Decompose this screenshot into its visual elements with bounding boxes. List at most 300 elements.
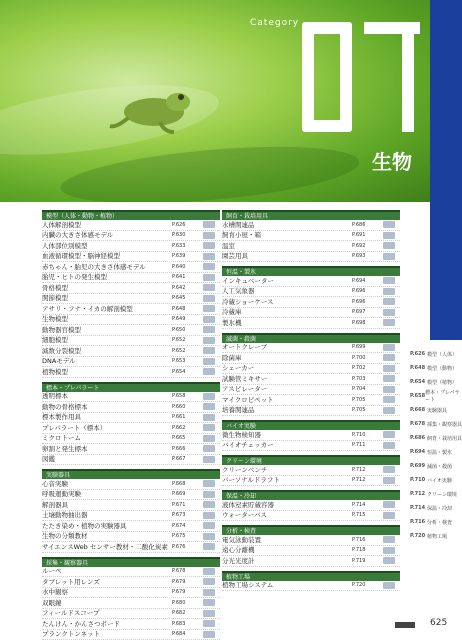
item-page: P.639 (172, 253, 186, 260)
list-item[interactable] (222, 385, 400, 396)
list-item[interactable] (222, 581, 400, 592)
item-thumbnail (198, 220, 220, 229)
list-item[interactable] (222, 343, 400, 354)
list-item[interactable] (222, 465, 400, 476)
item-name: 減数分裂模型 (42, 346, 81, 355)
list-item[interactable] (42, 315, 220, 326)
list-item[interactable] (222, 287, 400, 298)
item-name: 呼吸運動実験 (42, 490, 81, 499)
list-item[interactable] (42, 220, 220, 231)
item-thumbnail (198, 630, 220, 639)
list-item[interactable] (222, 231, 400, 242)
list-item[interactable] (42, 511, 220, 522)
item-thumbnail (198, 577, 220, 586)
item-name: 培養関連品 (222, 406, 255, 415)
item-name: 動物の骨格標本 (42, 402, 88, 411)
section-title: 恒温・製氷 (222, 266, 400, 276)
item-name: 細胞模型 (42, 336, 68, 345)
category-tab-bar (430, 0, 462, 644)
list-item[interactable] (42, 434, 220, 445)
item-page: P.711 (352, 442, 366, 449)
index-page: P.720 (410, 533, 426, 539)
list-item[interactable] (42, 304, 220, 315)
item-thumbnail (378, 353, 400, 362)
item-thumbnail (198, 357, 220, 366)
item-thumbnail (198, 588, 220, 597)
list-item[interactable] (42, 588, 220, 599)
item-name: 骨格模型 (42, 283, 68, 292)
item-page: P.702 (352, 365, 366, 372)
item-name: マイクロピペット (222, 395, 274, 404)
item-name: 標本製作用具 (42, 413, 81, 422)
index-label: 採集・観察器具 (427, 421, 462, 428)
item-page: P.652 (172, 337, 186, 344)
item-name: 飼育小屋・箱 (222, 231, 261, 240)
index-item[interactable] (410, 404, 462, 416)
item-name: 微生物検知器 (222, 430, 261, 439)
item-page: P.703 (352, 375, 366, 382)
item-thumbnail (378, 287, 400, 296)
item-name: 透明標本 (42, 392, 68, 401)
item-name: サイエンスWeb センサー教材・二酸化炭素 (42, 542, 168, 551)
item-page: P.650 (172, 326, 186, 333)
hero-image (0, 0, 430, 202)
item-name: ウォーターバス (222, 511, 267, 520)
item-name: タブレット用レンズ (42, 577, 100, 586)
item-name: 除菌庫 (222, 353, 242, 362)
item-name: 植物工場システム (222, 581, 274, 590)
item-page: P.716 (352, 536, 366, 543)
item-page: P.679 (172, 589, 186, 596)
item-name: たんけん・かんさつボード (42, 619, 120, 628)
item-name: 生物模型 (42, 315, 68, 324)
section (222, 525, 400, 567)
section-title: 保温・冷却 (222, 490, 400, 500)
list-item[interactable] (42, 336, 220, 347)
list-item[interactable] (42, 273, 220, 284)
item-page: P.696 (352, 288, 366, 295)
item-thumbnail (198, 231, 220, 240)
section (222, 333, 400, 417)
item-name: 液体窒素貯蔵容器 (222, 500, 274, 509)
section-title: 実験器具 (42, 469, 220, 479)
list-item[interactable] (222, 252, 400, 263)
index-item[interactable] (410, 502, 462, 514)
item-thumbnail (198, 479, 220, 488)
index-item[interactable] (410, 516, 462, 528)
item-thumbnail (198, 283, 220, 292)
list-item[interactable] (42, 413, 220, 424)
index-page: P.648 (410, 365, 426, 371)
list-item[interactable] (42, 262, 220, 273)
page-number: 625 (430, 618, 448, 628)
section (42, 557, 220, 641)
list-item[interactable] (42, 357, 220, 368)
item-thumbnail (198, 346, 220, 355)
item-thumbnail (198, 532, 220, 541)
item-page: P.699 (352, 344, 366, 351)
category-number-graphic (302, 22, 422, 142)
item-page: P.665 (172, 435, 186, 442)
item-page: P.712 (352, 477, 366, 484)
item-name: 水中観察 (42, 588, 68, 597)
list-item[interactable] (42, 609, 220, 620)
item-page: P.705 (352, 407, 366, 414)
item-page: P.642 (172, 284, 186, 291)
item-name: プレパラート（標本） (42, 423, 107, 432)
index-page: P.668 (410, 407, 426, 413)
list-item[interactable] (222, 511, 400, 522)
item-thumbnail (198, 567, 220, 576)
item-thumbnail (198, 273, 220, 282)
list-item[interactable] (42, 619, 220, 630)
item-name: 双眼鏡 (42, 598, 62, 607)
list-item[interactable] (222, 406, 400, 417)
item-thumbnail (378, 395, 400, 404)
index-label: クリーン環境 (427, 491, 457, 498)
index-page: P.699 (410, 463, 426, 469)
section-title: 滅菌・殺菌 (222, 333, 400, 343)
item-name: 園芸用具 (222, 252, 248, 261)
item-page: P.630 (172, 232, 186, 239)
item-page: P.680 (172, 599, 186, 606)
item-thumbnail (198, 325, 220, 334)
item-page: P.640 (172, 263, 186, 270)
item-page: P.674 (172, 522, 186, 529)
item-thumbnail (198, 542, 220, 551)
item-name: シェーカー (222, 364, 255, 373)
item-page: P.661 (172, 414, 186, 421)
item-page: P.700 (352, 354, 366, 361)
item-thumbnail (378, 241, 400, 250)
list-item[interactable] (42, 455, 220, 466)
index-item[interactable] (410, 418, 462, 430)
item-page: P.698 (352, 319, 366, 326)
item-thumbnail (378, 556, 400, 565)
list-item[interactable] (42, 521, 220, 532)
item-page: P.720 (352, 582, 366, 589)
item-page: P.676 (172, 543, 186, 550)
item-thumbnail (378, 297, 400, 306)
item-thumbnail (198, 521, 220, 530)
section-title: 飼育・栽培用具 (222, 210, 400, 220)
index-item[interactable] (410, 530, 462, 542)
list-item[interactable] (222, 374, 400, 385)
item-thumbnail (378, 535, 400, 544)
item-page: P.652 (172, 347, 186, 354)
item-thumbnail (198, 500, 220, 509)
list-item[interactable] (222, 220, 400, 231)
item-name: 卵割と発生標本 (42, 444, 88, 453)
item-thumbnail (198, 402, 220, 411)
item-page: P.654 (172, 368, 186, 375)
item-page: P.649 (172, 316, 186, 323)
item-thumbnail (198, 444, 220, 453)
item-name: 人体解剖模型 (42, 220, 81, 229)
list-item[interactable] (42, 252, 220, 263)
item-page: P.675 (172, 533, 186, 540)
item-thumbnail (378, 581, 400, 590)
list-item[interactable] (42, 577, 220, 588)
item-name: 土壌動物抽出器 (42, 511, 88, 520)
list-item[interactable] (42, 294, 220, 305)
item-name: インキュベーター (222, 276, 274, 285)
list-item[interactable] (42, 346, 220, 357)
index-page: P.712 (410, 491, 426, 497)
list-item[interactable] (222, 556, 400, 567)
list-item[interactable] (42, 500, 220, 511)
item-name: 胎児・ヒトの発生模型 (42, 273, 107, 282)
item-page: P.692 (352, 242, 366, 249)
item-thumbnail (198, 336, 220, 345)
index-item[interactable] (410, 474, 462, 486)
list-item[interactable] (222, 276, 400, 287)
item-thumbnail (378, 546, 400, 555)
category-label: Category (250, 18, 300, 28)
item-page: P.710 (352, 431, 366, 438)
item-page: P.660 (172, 403, 186, 410)
list-item[interactable] (42, 325, 220, 336)
section (222, 420, 400, 451)
item-name: 人体部位別模型 (42, 241, 88, 250)
item-name: 解剖器具 (42, 500, 68, 509)
item-name: ミクロトーム (42, 434, 81, 443)
item-page: P.704 (352, 386, 366, 393)
index-page: P.678 (410, 421, 426, 427)
item-page: P.666 (172, 445, 186, 452)
list-item[interactable] (42, 542, 220, 553)
item-name: 動物器官模型 (42, 325, 81, 334)
item-thumbnail (198, 294, 220, 303)
item-name: DNAモデル (42, 357, 76, 366)
item-thumbnail (378, 476, 400, 485)
list-item[interactable] (222, 535, 400, 546)
item-page: P.718 (352, 547, 366, 554)
section-title: バイオ実験 (222, 420, 400, 430)
list-item[interactable] (222, 546, 400, 557)
item-name: 遠心分離機 (222, 546, 255, 555)
index-page: P.686 (410, 435, 426, 441)
index-label: 恒温・製氷 (427, 449, 453, 456)
section (222, 455, 400, 486)
section-title: クリーン環境 (222, 455, 400, 465)
item-name: 心音実験 (42, 479, 68, 488)
item-thumbnail (378, 220, 400, 229)
list-item[interactable] (42, 367, 220, 378)
item-page: P.669 (172, 491, 186, 498)
item-thumbnail (378, 465, 400, 474)
item-name: 冷蔵庫 (222, 308, 242, 317)
index-item[interactable] (410, 390, 462, 402)
item-name: 図鑑 (42, 455, 55, 464)
index-item[interactable] (410, 362, 462, 374)
item-page: P.658 (172, 393, 186, 400)
item-name: ルーペ (42, 567, 62, 576)
item-thumbnail (198, 392, 220, 401)
item-thumbnail (198, 490, 220, 499)
item-thumbnail (378, 374, 400, 383)
item-page: P.641 (172, 274, 186, 281)
item-name: クリーンベンチ (222, 465, 268, 474)
item-page: P.684 (172, 631, 186, 638)
item-page: P.648 (172, 305, 186, 312)
item-page: P.693 (352, 253, 366, 260)
list-item[interactable] (222, 395, 400, 406)
index-page: P.626 (410, 351, 426, 357)
item-page: P.712 (352, 466, 366, 473)
list-item[interactable] (42, 444, 220, 455)
item-page: P.645 (172, 295, 186, 302)
index-item[interactable] (410, 376, 462, 388)
list-item[interactable] (42, 598, 220, 609)
item-thumbnail (198, 367, 220, 376)
item-name: 試験管ミキサー (222, 374, 268, 383)
item-thumbnail (378, 385, 400, 394)
index-page: P.714 (410, 505, 426, 511)
list-item[interactable] (42, 423, 220, 434)
list-item[interactable] (222, 353, 400, 364)
item-page: P.668 (172, 480, 186, 487)
item-name: アスピレーター (222, 385, 268, 394)
item-name: 電気泳動装置 (222, 535, 261, 544)
item-thumbnail (198, 315, 220, 324)
item-page: P.691 (352, 232, 366, 239)
index-item[interactable] (410, 432, 462, 444)
item-page: P.662 (172, 424, 186, 431)
list-item[interactable] (42, 402, 220, 413)
item-name: 冷蔵ショーケース (222, 297, 274, 306)
index-label: 模型（動物） (427, 365, 458, 372)
list-item[interactable] (42, 567, 220, 578)
list-item[interactable] (42, 630, 220, 641)
item-page: P.678 (172, 568, 186, 575)
item-name: 赤ちゃん・胎児の大きさ体感モデル (42, 262, 146, 271)
list-item[interactable] (42, 532, 220, 543)
item-name: 血液循環模型・脳神経模型 (42, 252, 120, 261)
item-thumbnail (378, 364, 400, 373)
item-page: P.671 (172, 501, 186, 508)
item-thumbnail (198, 619, 220, 628)
list-item[interactable] (222, 476, 400, 487)
section (42, 382, 220, 466)
item-thumbnail (378, 441, 400, 450)
item-thumbnail (198, 598, 220, 607)
item-name: パーソナルドラフト (222, 476, 280, 485)
item-thumbnail (378, 231, 400, 240)
item-name: たたき染め・植物の実験器具 (42, 521, 127, 530)
item-thumbnail (378, 318, 400, 327)
item-name: オートクレーブ (222, 343, 268, 352)
item-name: バイオチェッカー (222, 441, 274, 450)
item-thumbnail (198, 252, 220, 261)
item-page: P.673 (172, 512, 186, 519)
list-item[interactable] (222, 308, 400, 319)
section (222, 210, 400, 262)
section (222, 490, 400, 521)
list-item[interactable] (222, 441, 400, 452)
index-label: 実験器具 (427, 407, 448, 414)
item-page: P.719 (352, 557, 366, 564)
section-title: 模型（人体・動物・植物） (42, 210, 220, 220)
item-page: P.679 (172, 578, 186, 585)
list-item[interactable] (42, 479, 220, 490)
section-title: 採集・観察器具 (42, 557, 220, 567)
index-label: 保温・冷却 (427, 505, 453, 512)
item-name: 人工気象器 (222, 287, 255, 296)
index-item[interactable] (410, 348, 462, 360)
index-item[interactable] (410, 460, 462, 472)
item-thumbnail (378, 343, 400, 352)
list-item[interactable] (222, 318, 400, 329)
item-thumbnail (198, 241, 220, 250)
index-item[interactable] (410, 446, 462, 458)
section-title: 植物工場 (222, 571, 400, 581)
contents-column-right (222, 210, 400, 595)
list-item[interactable] (42, 392, 220, 403)
section (222, 266, 400, 329)
item-page: P.626 (172, 221, 186, 228)
index-label: 模型（人体） (427, 351, 458, 358)
publisher-logo (395, 622, 415, 628)
section-title: 分析・検査 (222, 525, 400, 535)
category-title: 生物 (372, 150, 412, 174)
index-label: 標本・プレパラート (425, 390, 460, 403)
index-label: 飼育・栽培用具 (427, 435, 462, 442)
list-item[interactable] (222, 297, 400, 308)
item-page: P.714 (352, 501, 366, 508)
section (42, 210, 220, 378)
index-page: P.716 (410, 519, 426, 525)
item-name: 内臓の大きさ体感モデル (42, 231, 114, 240)
item-page: P.694 (352, 277, 366, 284)
list-item[interactable] (42, 490, 220, 501)
item-name: 水槽関連品 (222, 220, 255, 229)
list-item[interactable] (222, 241, 400, 252)
item-thumbnail (198, 304, 220, 313)
item-name: 温室 (222, 241, 235, 250)
item-thumbnail (378, 430, 400, 439)
list-item[interactable] (42, 283, 220, 294)
index-label: 分析・検査 (427, 519, 453, 526)
list-item[interactable] (42, 231, 220, 242)
item-name: 生物の分類教材 (42, 532, 88, 541)
item-page: P.705 (352, 396, 366, 403)
list-item[interactable] (222, 430, 400, 441)
list-item[interactable] (42, 241, 220, 252)
item-page: P.696 (352, 298, 366, 305)
item-page: P.667 (172, 456, 186, 463)
item-name: 関節模型 (42, 294, 68, 303)
item-thumbnail (198, 423, 220, 432)
list-item[interactable] (222, 500, 400, 511)
item-thumbnail (198, 413, 220, 422)
item-name: 製氷機 (222, 318, 242, 327)
index-page: P.710 (410, 477, 426, 483)
item-name: 植物模型 (42, 367, 68, 376)
item-thumbnail (378, 500, 400, 509)
item-page: P.697 (352, 309, 366, 316)
item-thumbnail (378, 252, 400, 261)
list-item[interactable] (222, 364, 400, 375)
index-page: P.694 (410, 449, 426, 455)
item-thumbnail (198, 511, 220, 520)
item-thumbnail (378, 406, 400, 415)
item-thumbnail (198, 434, 220, 443)
index-label: 植物工場 (427, 533, 448, 540)
item-page: P.653 (172, 358, 186, 365)
item-thumbnail (378, 511, 400, 520)
index-item[interactable] (410, 488, 462, 500)
